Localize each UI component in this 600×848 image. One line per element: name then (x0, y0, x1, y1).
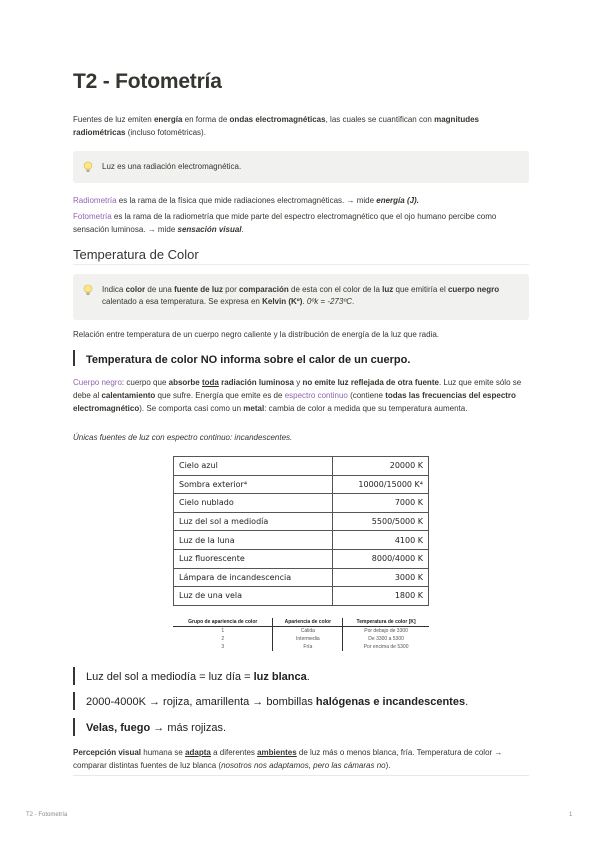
footer-title: T2 - Fotometría (26, 812, 68, 818)
cuerpo-negro-paragraph: Cuerpo negro: cuerpo que absorbe toda radiación luminosa y no emite luz reflejada de otra fuente. Luz que emite sólo se debe al calentamiento que sufre. Energía que emite es de espectro continuo (contiene todas las frecuencias del espectro electromagnético). Se comporta casi como un metal: cambia de color a medida que su temperatura aumenta. (73, 378, 522, 413)
table-row (174, 531, 429, 550)
table-row (174, 512, 429, 531)
divider (73, 775, 529, 776)
color-appearance-table (173, 618, 429, 651)
table-row (174, 494, 429, 513)
table-row (174, 549, 429, 568)
table-row (174, 475, 429, 494)
table-cell: Intermedia (273, 635, 343, 643)
intro-paragraph: Fuentes de luz emiten energía en forma de ondas electromagnéticas, las cuales se cuantifican con magnitudes radiométricas (incluso fotométricas). (73, 115, 480, 137)
table-cell-temperature: 4100 K (333, 531, 429, 550)
unicas-paragraph: Únicas fuentes de luz con espectro continuo: incandescentes. (73, 433, 293, 442)
table-cell-source: Luz de la luna (174, 531, 333, 550)
quote-velas: Velas, fuego → más rojizas. (73, 718, 226, 736)
table-cell-temperature: 1800 K (333, 587, 429, 606)
radiometria-paragraph: Radiometría es la rama de la física que mide radiaciones electromagnéticas. → mide energía (J). (73, 196, 419, 205)
table-header: Grupo de apariencia de color (173, 618, 273, 627)
table-cell-source: Lámpara de incandescencia (174, 568, 333, 587)
table-cell-source: Cielo nublado (174, 494, 333, 513)
table-cell-source: Luz de una vela (174, 587, 333, 606)
footer-page-number: 1 (569, 812, 573, 818)
table-cell: De 3300 a 5300 (343, 635, 429, 643)
relacion-paragraph: Relación entre temperatura de un cuerpo negro caliente y la distribución de energía de la luz que radia. (73, 330, 440, 339)
table-cell-source: Cielo azul (174, 457, 333, 476)
table-cell: Por debajo de 3300 (343, 627, 429, 635)
color-temperature-table (173, 456, 429, 606)
page-title: T2 - Fotometría (73, 70, 222, 93)
table-cell: Cálida (273, 627, 343, 635)
table-cell-source: Luz del sol a mediodía (174, 512, 333, 531)
table-cell-source: Luz fluorescente (174, 549, 333, 568)
table-cell-source: Sombra exterior⁴ (174, 475, 333, 494)
callout-temperatura (73, 274, 529, 320)
section-heading: Temperatura de Color (73, 247, 529, 265)
quote-luz-dia: Luz del sol a mediodía = luz día = luz blanca. (73, 667, 310, 685)
quote-rojiza: 2000-4000K → rojiza, amarillenta → bombillas halógenas e incandescentes. (73, 692, 468, 710)
lightbulb-icon (83, 284, 93, 296)
callout-luz (73, 151, 529, 183)
table-header: Apariencia de color (273, 618, 343, 627)
table-cell-temperature: 7000 K (333, 494, 429, 513)
table-cell-temperature: 5500/5000 K (333, 512, 429, 531)
table-row (174, 587, 429, 606)
table-cell-temperature: 3000 K (333, 568, 429, 587)
table-row (173, 643, 429, 651)
table-cell: Por encima de 5300 (343, 643, 429, 651)
table-row (174, 457, 429, 476)
table-cell: Fría (273, 643, 343, 651)
table-header: Temperatura de color [K] (343, 618, 429, 627)
percepcion-paragraph: Percepción visual humana se adapta a diferentes ambientes de luz más o menos blanca, fría. Temperatura de color → comparar distintas fuentes de luz blanca (nosotros nos adaptamos, pero las cámaras no). (73, 748, 503, 770)
table-cell: 1 (221, 627, 225, 634)
quote-calor: Temperatura de color NO informa sobre el calor de un cuerpo. (73, 350, 410, 366)
table-cell-temperature: 20000 K (333, 457, 429, 476)
callout-text: Luz es una radiación electromagnética. (102, 162, 242, 171)
table-row (173, 635, 429, 643)
table-row (173, 627, 429, 635)
lightbulb-icon (83, 161, 93, 173)
table-cell: 3 (221, 643, 225, 650)
table-row (174, 568, 429, 587)
table-cell: 2 (221, 635, 225, 642)
fotometria-paragraph: Fotometría es la rama de la radiometría que mide parte del espectro electromagnético que el ojo humano percibe como sensación luminosa. → mide sensación visual. (73, 212, 497, 234)
table-cell-temperature: 10000/15000 K⁴ (333, 475, 429, 494)
table-cell-temperature: 8000/4000 K (333, 549, 429, 568)
callout-text: Indica color de una fuente de luz por comparación de esta con el color de la luz que emitiría el cuerpo negro calentado a esa temperatura. Se expresa en Kelvin (Kº). 0ºk = -273ºC. (102, 285, 500, 306)
